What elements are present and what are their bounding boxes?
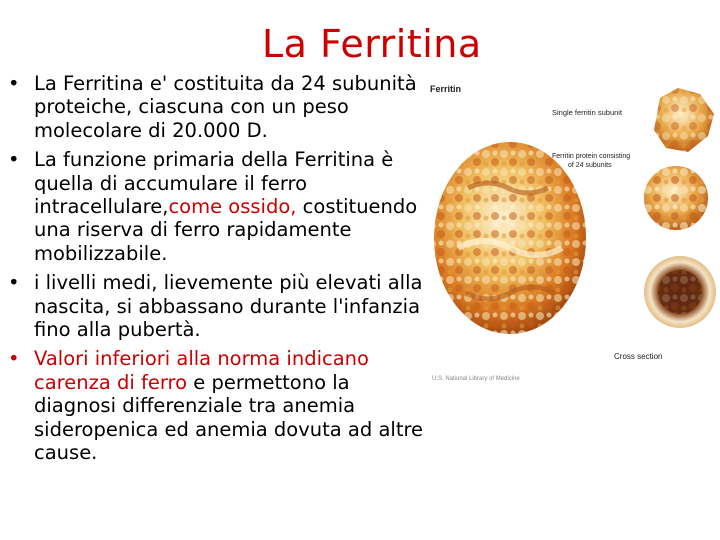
label-protein-line2: of 24 subunits xyxy=(568,162,612,169)
bullet-text: La funzione primaria della Ferritina è quella di accumulare il ferro intracellulare, xyxy=(34,148,394,219)
bullet-text: i livelli medi, lievemente più elevati alla nascita, si abbassano durante l'infanzia fino alla pubertà. xyxy=(34,271,423,342)
label-protein-line1: Ferritin protein consisting xyxy=(552,153,631,160)
bullet-dot: • xyxy=(8,72,20,95)
bullet-list xyxy=(8,72,428,471)
bullet-text: costituendo una riserva di ferro rapidamente mobilizzabile. xyxy=(34,195,418,265)
bullet-text: e permettono la diagnosi differenziale tra anemia sideropenica ed anemia dovuta ad altre cause. xyxy=(34,370,424,465)
ferritin-figure xyxy=(428,78,720,388)
bullet-item xyxy=(8,148,428,265)
ferritin-illustration xyxy=(428,78,720,378)
page-title: La Ferritina xyxy=(262,22,482,66)
single-subunit xyxy=(654,88,714,152)
bullet-highlight: come ossido, xyxy=(168,195,297,219)
bullet-dot: • xyxy=(8,148,20,172)
label-cross-section: Cross section xyxy=(614,352,663,361)
bullet-item xyxy=(8,72,428,142)
bullet-dot: • xyxy=(8,271,20,295)
subunit-sphere xyxy=(644,166,708,230)
bullet-dot: • xyxy=(8,347,20,371)
label-subunit: Single ferritin subunit xyxy=(552,108,623,117)
label-ferritin: Ferritin xyxy=(430,84,462,94)
bullet-text: La Ferritina e' costituita da 24 subunità proteiche, ciascuna con un peso molecolare di 20.000 D. xyxy=(34,72,417,142)
cross-section xyxy=(644,256,716,328)
ferritin-sphere xyxy=(434,142,586,334)
figure-credit: U.S. National Library of Medicine xyxy=(432,376,520,382)
bullet-item xyxy=(8,271,428,341)
bullet-highlight: Valori inferiori alla norma indicano carenza di ferro xyxy=(34,347,369,394)
bullet-item xyxy=(8,347,428,464)
